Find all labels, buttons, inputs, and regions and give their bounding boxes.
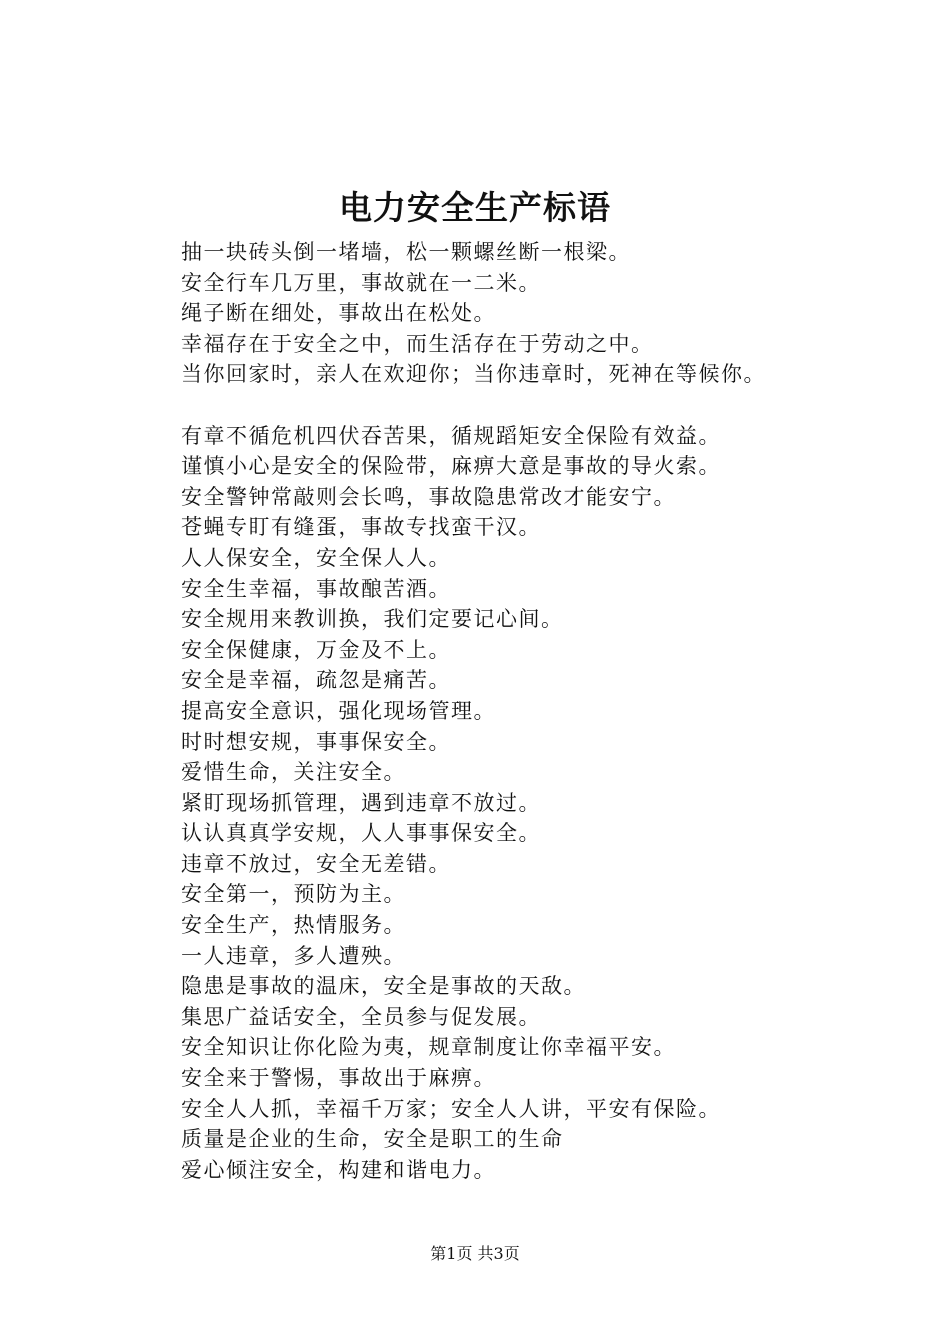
slogan-line: 苍蝇专盯有缝蛋，事故专找蛮干汉。 — [181, 515, 541, 540]
slogan-line: 一人违章，多人遭殃。 — [181, 943, 406, 968]
slogan-line: 安全知识让你化险为夷，规章制度让你幸福平安。 — [181, 1035, 676, 1060]
slogan-line: 安全生产，热情服务。 — [181, 913, 406, 938]
slogan-line: 爱惜生命，关注安全。 — [181, 760, 406, 785]
slogan-line: 幸福存在于安全之中，而生活存在于劳动之中。 — [181, 331, 654, 356]
document-title: 电力安全生产标语 — [339, 188, 611, 227]
slogan-line: 安全规用来教训换，我们定要记心间。 — [181, 607, 564, 632]
slogan-line: 安全是幸福，疏忽是痛苦。 — [181, 668, 451, 693]
document-body — [181, 237, 921, 1185]
paragraph-gap — [181, 390, 921, 421]
slogan-line: 安全人人抓，幸福千万家；安全人人讲，平安有保险。 — [181, 1096, 721, 1121]
slogan-line: 质量是企业的生命，安全是职工的生命 — [181, 1127, 564, 1152]
slogan-line: 绳子断在细处，事故出在松处。 — [181, 301, 496, 326]
slogan-line: 安全第一，预防为主。 — [181, 882, 406, 907]
slogan-line: 有章不循危机四伏吞苦果，循规蹈矩安全保险有效益。 — [181, 423, 721, 448]
slogan-line: 集思广益话安全，全员参与促发展。 — [181, 1004, 541, 1029]
slogan-line: 紧盯现场抓管理，遇到违章不放过。 — [181, 790, 541, 815]
slogan-line: 安全生幸福，事故酿苦酒。 — [181, 576, 451, 601]
slogan-line: 提高安全意识，强化现场管理。 — [181, 698, 496, 723]
slogan-line: 时时想安规，事事保安全。 — [181, 729, 451, 754]
slogan-line: 安全行车几万里，事故就在一二米。 — [181, 270, 541, 295]
slogan-line: 爱心倾注安全，构建和谐电力。 — [181, 1157, 496, 1182]
slogan-line: 抽一块砖头倒一堵墙，松一颗螺丝断一根梁。 — [181, 240, 631, 264]
slogan-line: 谨慎小心是安全的保险带，麻痹大意是事故的导火索。 — [181, 454, 721, 479]
slogan-line: 隐患是事故的温床，安全是事故的天敌。 — [181, 974, 586, 999]
slogan-line: 当你回家时，亲人在欢迎你；当你违章时，死神在等候你。 — [181, 362, 766, 387]
slogan-line: 安全保健康，万金及不上。 — [181, 637, 451, 662]
slogan-line: 违章不放过，安全无差错。 — [181, 851, 451, 876]
slogan-line: 安全来于警惕，事故出于麻痹。 — [181, 1066, 496, 1091]
slogan-line: 认认真真学安规，人人事事保安全。 — [181, 821, 541, 846]
slogan-line: 安全警钟常敲则会长鸣，事故隐患常改才能安宁。 — [181, 484, 676, 509]
slogan-line: 人人保安全，安全保人人。 — [181, 545, 451, 570]
page-number-footer: 第1页 共3页 — [430, 1244, 520, 1263]
